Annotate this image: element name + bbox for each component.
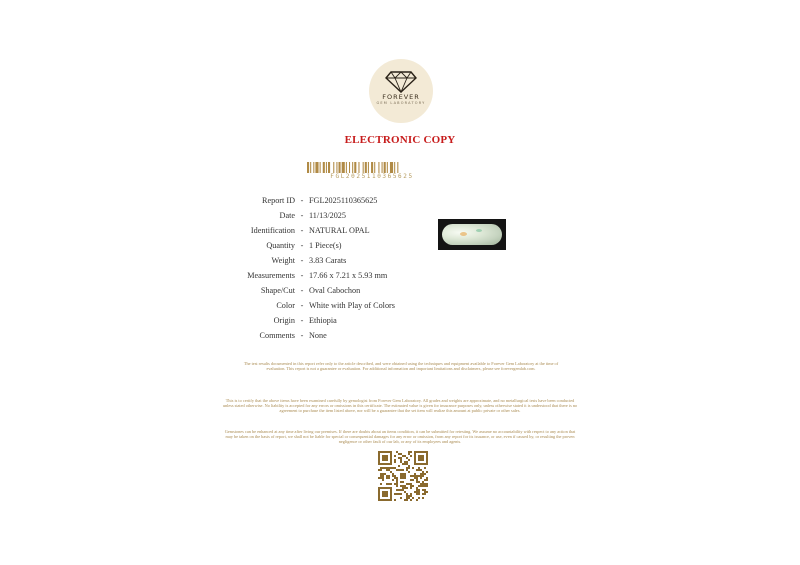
- detail-separator: -: [300, 331, 304, 340]
- detail-label: Identification: [250, 226, 295, 235]
- logo-sub-text: GEM LABORATORY: [376, 101, 426, 105]
- detail-separator: -: [300, 226, 304, 235]
- detail-separator: -: [300, 196, 304, 205]
- detail-separator: -: [300, 301, 304, 310]
- detail-row: [225, 253, 395, 268]
- detail-value: NATURAL OPAL: [309, 226, 370, 235]
- detail-value: FGL2025110365625: [309, 196, 378, 205]
- detail-label: Date: [279, 211, 295, 220]
- detail-row: [225, 268, 395, 283]
- opal-stone: [442, 224, 502, 245]
- detail-value: 17.66 x 7.21 x 5.93 mm: [309, 271, 388, 280]
- qr-code[interactable]: [378, 451, 428, 501]
- play-of-color-spot: [476, 229, 482, 232]
- detail-label: Quantity: [266, 241, 295, 250]
- detail-label: Comments: [259, 331, 295, 340]
- detail-row: [225, 298, 395, 313]
- detail-separator: -: [300, 256, 304, 265]
- barcode-number: FGL2025110365625: [330, 173, 414, 180]
- detail-row: [225, 193, 395, 208]
- report-details-table: [225, 193, 395, 343]
- disclaimer-liability: Gemstones can be enhanced at any time after living our premises. If there are doubts about an items condition, it can be submitted for retesting. We assume no accountability with respect to any action that may be taken on the basis of report, we shall not be liable for special or consequential damages for any error or omission, from any report for its issuance, or use, even if caused by, or resulting the proven negligence or other fault of our lab, or any of its employees and agents.: [224, 429, 576, 445]
- detail-row: [225, 313, 395, 328]
- detail-label: Shape/Cut: [260, 286, 295, 295]
- detail-label: Color: [276, 301, 295, 310]
- detail-separator: -: [300, 211, 304, 220]
- gemstone-photo: [438, 219, 506, 250]
- electronic-copy-heading: ELECTRONIC COPY: [344, 134, 456, 146]
- disclaimer-results: The test results documented in this report refer only to the article described, and were obtained using the techniques and equipment available to Forever Gem Laboratory at the time of evaluation. This report is not a guarantee or evaluation. For additional information and important limitations and disclaimers, please see forevergemlab.com.: [243, 361, 559, 372]
- detail-value: Oval Cabochon: [309, 286, 361, 295]
- detail-value: 1 Piece(s): [309, 241, 342, 250]
- detail-row: [225, 223, 395, 238]
- detail-separator: -: [300, 286, 304, 295]
- detail-separator: -: [300, 241, 304, 250]
- detail-separator: -: [300, 316, 304, 325]
- detail-label: Weight: [271, 256, 295, 265]
- barcode: [307, 162, 437, 173]
- detail-label: Origin: [273, 316, 295, 325]
- detail-value: 11/13/2025: [309, 211, 346, 220]
- detail-label: Report ID: [262, 196, 295, 205]
- detail-row: [225, 328, 395, 343]
- logo-brand-text: FOREVER: [382, 93, 420, 101]
- detail-value: Ethiopia: [309, 316, 337, 325]
- detail-row: [225, 238, 395, 253]
- detail-value: None: [309, 331, 327, 340]
- disclaimer-certification: This is to certify that the above items have been examined carefully by gemologist from Forever Gem Laboratory. All grades and weights are approximate, and no metallurgical tests have been conducted unless stated otherwise. No liability is accepted for any errors or omissions in this certificate. The estimated value is given for insurance purposes only, unless otherwise stated it is understood that there is no agreement to purchase the item listed above, nor will be a guarantee that the set item will realize this amount at public private or other sales.: [222, 398, 578, 414]
- detail-row: [225, 208, 395, 223]
- play-of-color-spot: [460, 232, 467, 236]
- diamond-icon: [385, 71, 417, 93]
- detail-value: 3.83 Carats: [309, 256, 347, 265]
- detail-label: Measurements: [247, 271, 295, 280]
- detail-row: [225, 283, 395, 298]
- detail-separator: -: [300, 271, 304, 280]
- detail-value: White with Play of Colors: [309, 301, 395, 310]
- lab-logo: [369, 59, 433, 123]
